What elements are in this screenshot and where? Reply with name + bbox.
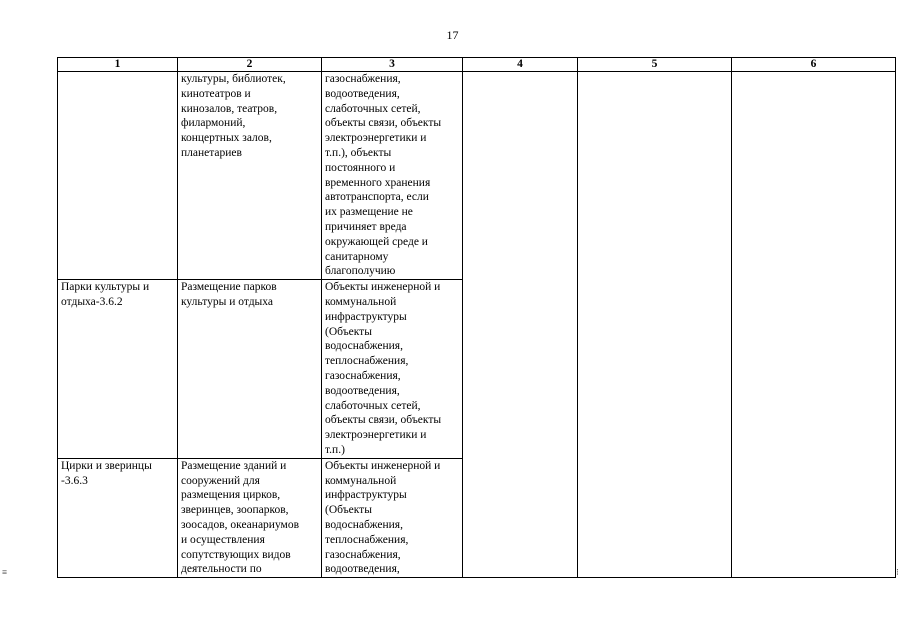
row0-col3-cell [322, 72, 463, 280]
page-number: 17 [446, 28, 459, 42]
cell-text-line: благополучию [325, 265, 396, 278]
cell-text-line: газоснабжения, [325, 369, 401, 382]
col4-empty-cell [463, 72, 578, 578]
cell-text-line: слаботочных сетей, [325, 399, 421, 412]
cell-text-line: (Объекты [325, 504, 372, 517]
cell-text-line: отдыха-3.6.2 [61, 295, 123, 308]
cell-text-line: инфраструктуры [325, 310, 407, 323]
cell-text-line: коммунальной [325, 295, 397, 308]
row0-col1-cell [58, 72, 178, 280]
cell-text-line: (Объекты [325, 325, 372, 338]
cell-text-line: планетариев [181, 146, 242, 159]
cell-text-line: электроэнергетики и [325, 429, 427, 442]
col5-empty-cell [578, 72, 732, 578]
cell-text-line: Объекты инженерной и [325, 281, 441, 294]
cell-text-line: автотранспорта, если [325, 191, 429, 204]
cell-text-line: т.п.), объекты [325, 146, 392, 159]
cell-text-line: сопутствующих видов [181, 548, 291, 561]
cell-text-line: кинозалов, театров, [181, 102, 278, 115]
cell-text-line: филармоний, [181, 117, 246, 130]
cell-text-line: объекты связи, объекты [325, 414, 442, 427]
cell-text-line: теплоснабжения, [325, 355, 409, 368]
cell-text-line: газоснабжения, [325, 73, 401, 85]
cell-text-line: и осуществления [181, 533, 265, 546]
right-edge-mark: ⁝ [896, 567, 899, 577]
cell-text-line: размещения цирков, [181, 489, 281, 502]
row1-col1-cell [58, 280, 178, 459]
table-header-row [58, 58, 896, 72]
cell-text-line: санитарному [325, 250, 389, 263]
header-col-4: 4 [463, 58, 578, 72]
cell-text-line: водоотведения, [325, 87, 400, 100]
cell-text-line: коммунальной [325, 474, 397, 487]
cell-text-line: газоснабжения, [325, 548, 401, 561]
cell-text-line: культуры, библиотек, [181, 73, 286, 85]
row2-col3-cell [322, 458, 463, 577]
cell-text-line: зверинцев, зоопарков, [181, 504, 289, 517]
cell-text-line: их размещение не [325, 206, 413, 219]
header-col-6: 6 [732, 58, 896, 72]
header-col-2: 2 [178, 58, 322, 72]
cell-text-line: водоснабжения, [325, 340, 403, 353]
cell-text-line: инфраструктуры [325, 489, 407, 502]
cell-text-line: водоснабжения, [325, 518, 403, 531]
cell-text-line: водоотведения, [325, 384, 400, 397]
cell-text-line: т.п.) [325, 443, 345, 456]
left-edge-mark: ≡ [2, 567, 8, 577]
header-col-5: 5 [578, 58, 732, 72]
row2-col1-cell [58, 458, 178, 577]
cell-text-line: Объекты инженерной и [325, 459, 441, 472]
cell-text-line: Размещение зданий и [181, 459, 287, 472]
land-use-table [57, 57, 896, 578]
cell-text-line: окружающей среде и [325, 235, 428, 248]
cell-text-line: объекты связи, объекты [325, 117, 442, 130]
cell-text-line: сооружений для [181, 474, 260, 487]
cell-text-line: причиняет вреда [325, 220, 407, 233]
table-row-continued [58, 72, 896, 280]
row1-col2-cell [178, 280, 322, 459]
col6-empty-cell [732, 72, 896, 578]
cell-text-line: зоосадов, океанариумов [181, 518, 300, 531]
cell-text-line: кинотеатров и [181, 87, 251, 100]
cell-text-line: Парки культуры и [61, 281, 150, 294]
cell-text-line: постоянного и [325, 161, 396, 174]
cell-text-line: деятельности по [181, 563, 262, 576]
cell-text-line: теплоснабжения, [325, 533, 409, 546]
cell-text-line: слаботочных сетей, [325, 102, 421, 115]
cell-text-line: электроэнергетики и [325, 132, 427, 145]
header-col-3: 3 [322, 58, 463, 72]
row0-col2-cell [178, 72, 322, 280]
cell-text-line: -3.6.3 [61, 474, 88, 487]
cell-text-line: культуры и отдыха [181, 295, 273, 308]
header-col-1: 1 [58, 58, 178, 72]
cell-text-line: концертных залов, [181, 132, 272, 145]
cell-text-line: Размещение парков [181, 281, 277, 294]
cell-text-line: водоотведения, [325, 563, 400, 576]
row1-col3-cell [322, 280, 463, 459]
cell-text-line: временного хранения [325, 176, 431, 189]
cell-text-line: Цирки и зверинцы [61, 459, 152, 472]
row2-col2-cell [178, 458, 322, 577]
